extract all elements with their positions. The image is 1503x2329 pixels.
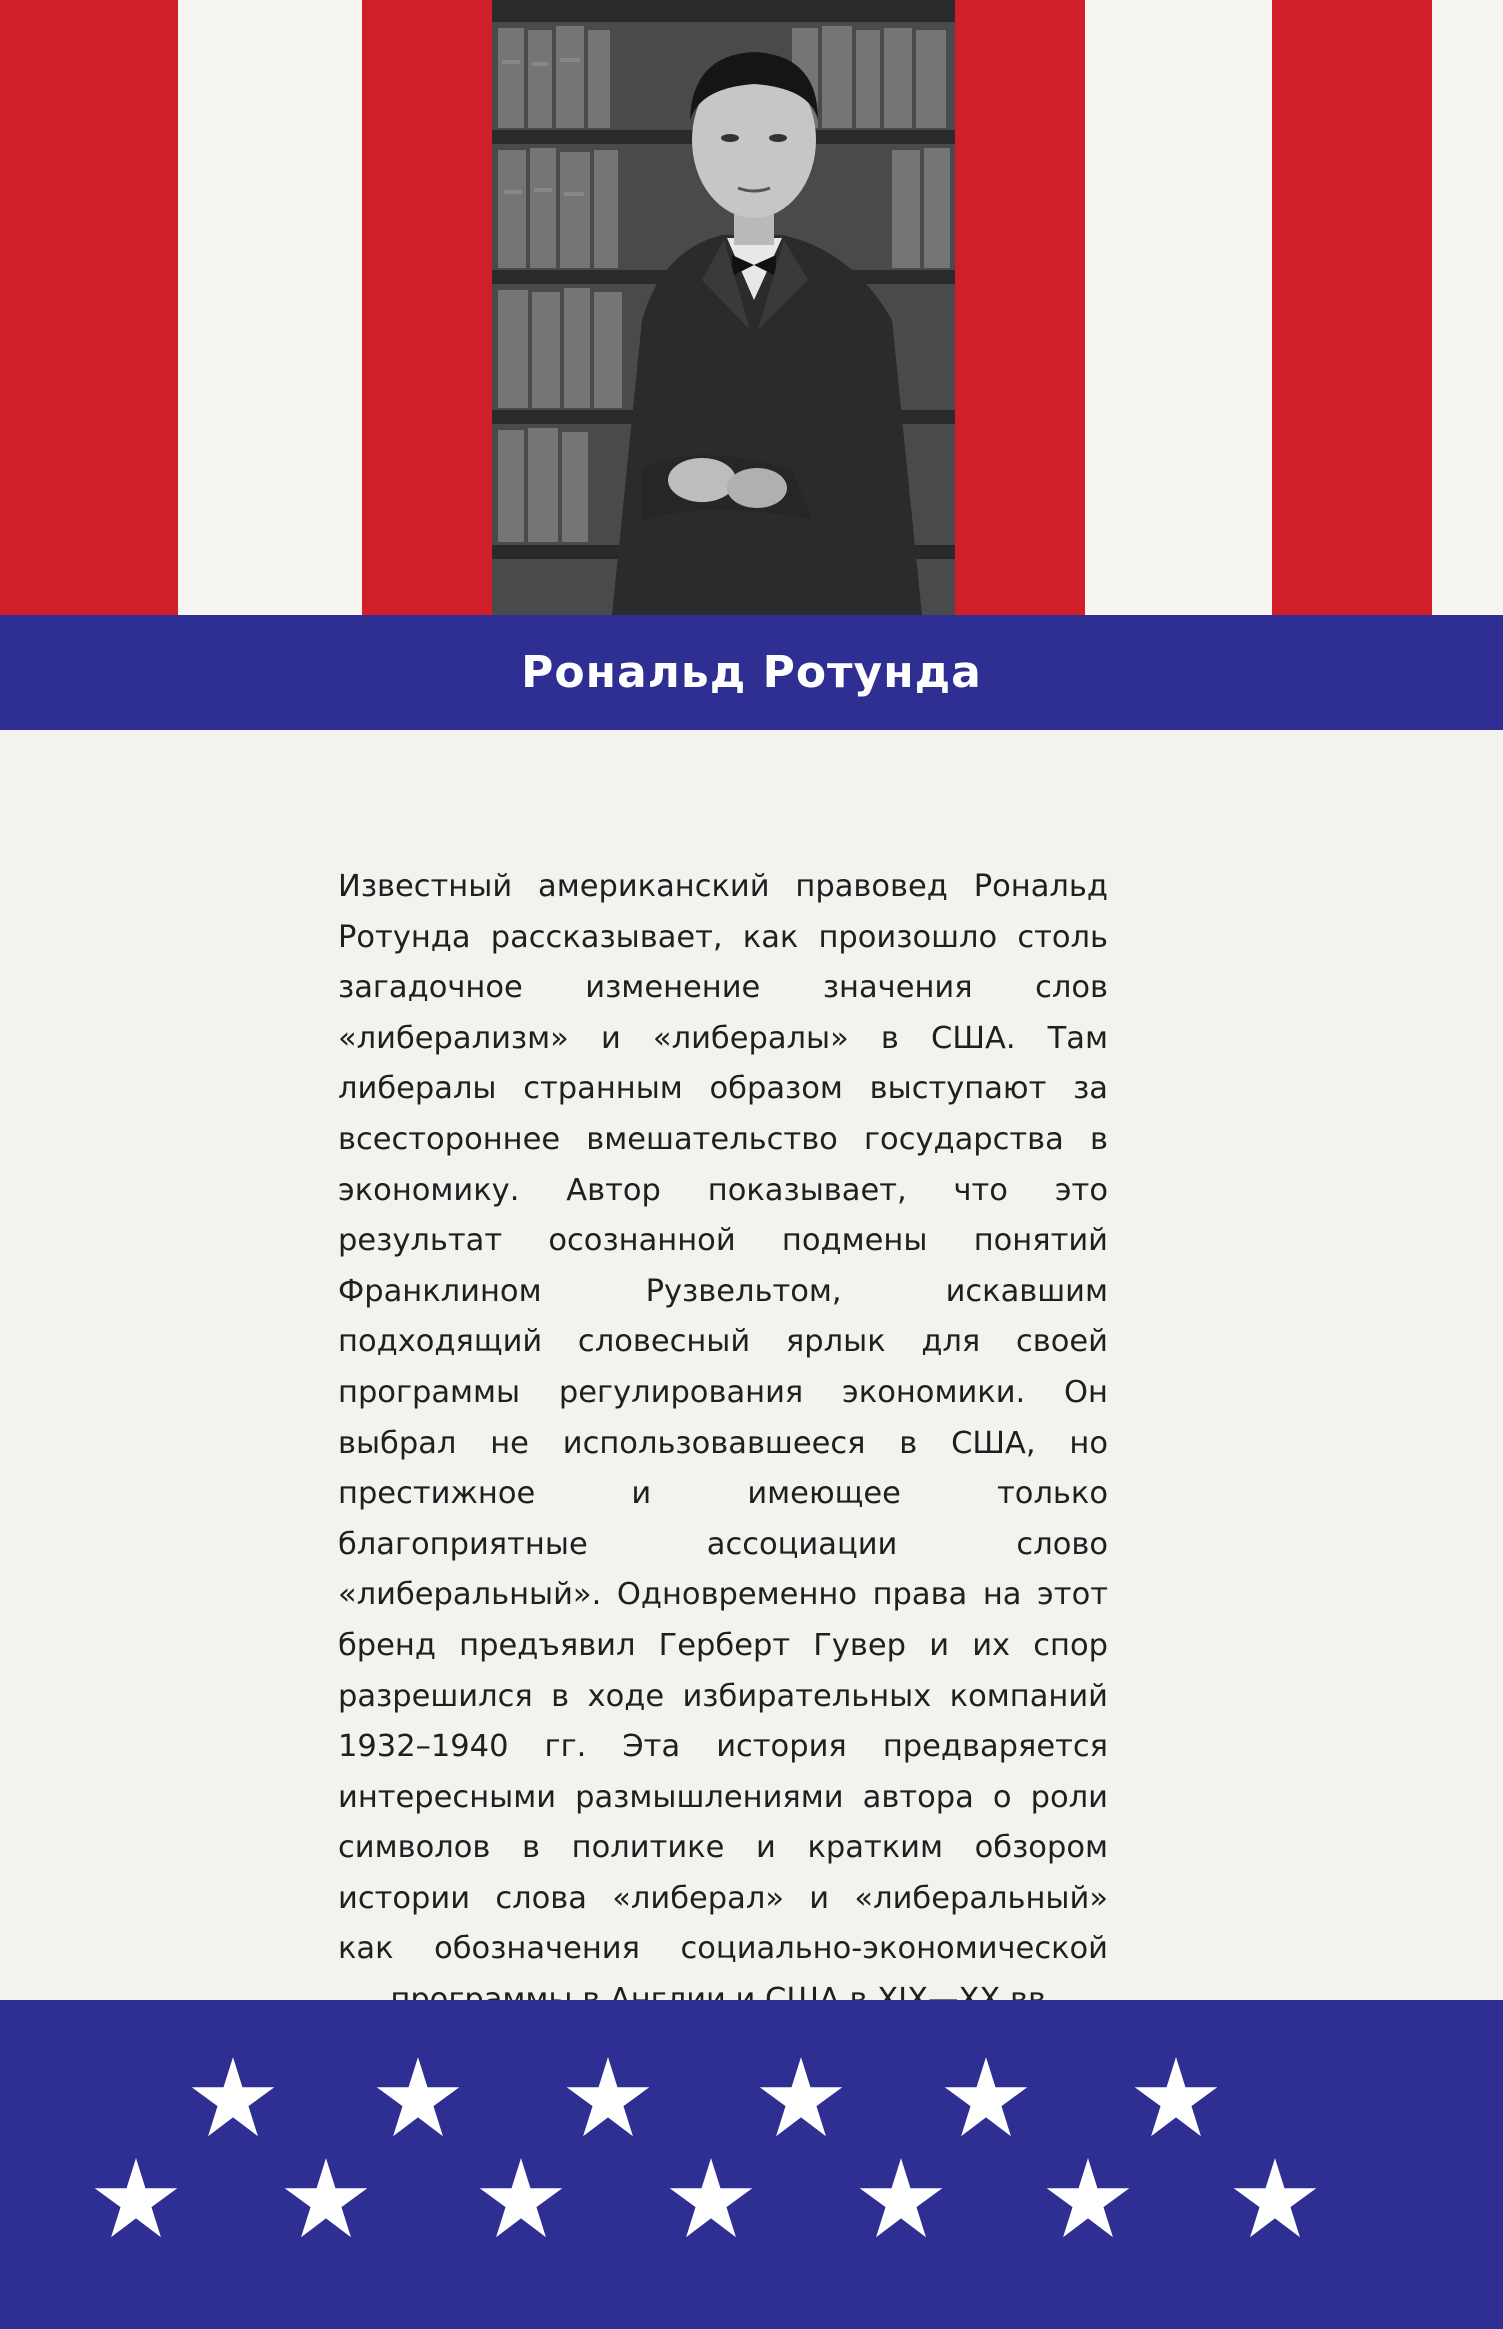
star-icon	[190, 2057, 276, 2139]
book-description: Известный американский правовед Рональд Ротунда рассказывает, как произошло столь загадочное изменение значения слов «либерализм» и «либералы» в США. Там либералы странным образом выступают за всестороннее вмешательство государства в экономику. Автор показывает, что это результат осознанной подмены понятий Франклином Рузвельтом, искавшим подходящий словесный ярлык для своей программы регулирования экономики. Он выбрал не использовавшееся в США, но престижное и имеющее только благоприятные ассоциации слово «либеральный». Одновременно права на этот бренд предъявил Герберт Гувер и их спор разрешился в ходе избирательных компаний 1932–1940 гг. Эта история предваряется интересными размышлениями автора о роли символов в политике и кратким обзором истории слова «либерал» и «либеральный» как обозначения социально-экономической	[338, 869, 1108, 1967]
star-icon	[478, 2158, 564, 2240]
star-icon	[1232, 2158, 1318, 2240]
author-portrait	[492, 0, 955, 615]
star-icon	[283, 2158, 369, 2240]
author-name-band	[0, 615, 1503, 730]
star-icon	[1133, 2057, 1219, 2139]
red-stripe	[0, 0, 178, 615]
stars-band	[0, 2000, 1503, 2329]
star-icon	[93, 2158, 179, 2240]
star-icon	[943, 2057, 1029, 2139]
author-name: Рональд Ротунда	[521, 647, 982, 698]
red-stripe	[955, 0, 1085, 615]
star-icon	[758, 2057, 844, 2139]
red-stripe	[1272, 0, 1432, 615]
red-stripe	[362, 0, 492, 615]
star-icon	[858, 2158, 944, 2240]
star-icon	[668, 2158, 754, 2240]
star-icon	[1045, 2158, 1131, 2240]
star-icon	[375, 2057, 461, 2139]
star-icon	[565, 2057, 651, 2139]
